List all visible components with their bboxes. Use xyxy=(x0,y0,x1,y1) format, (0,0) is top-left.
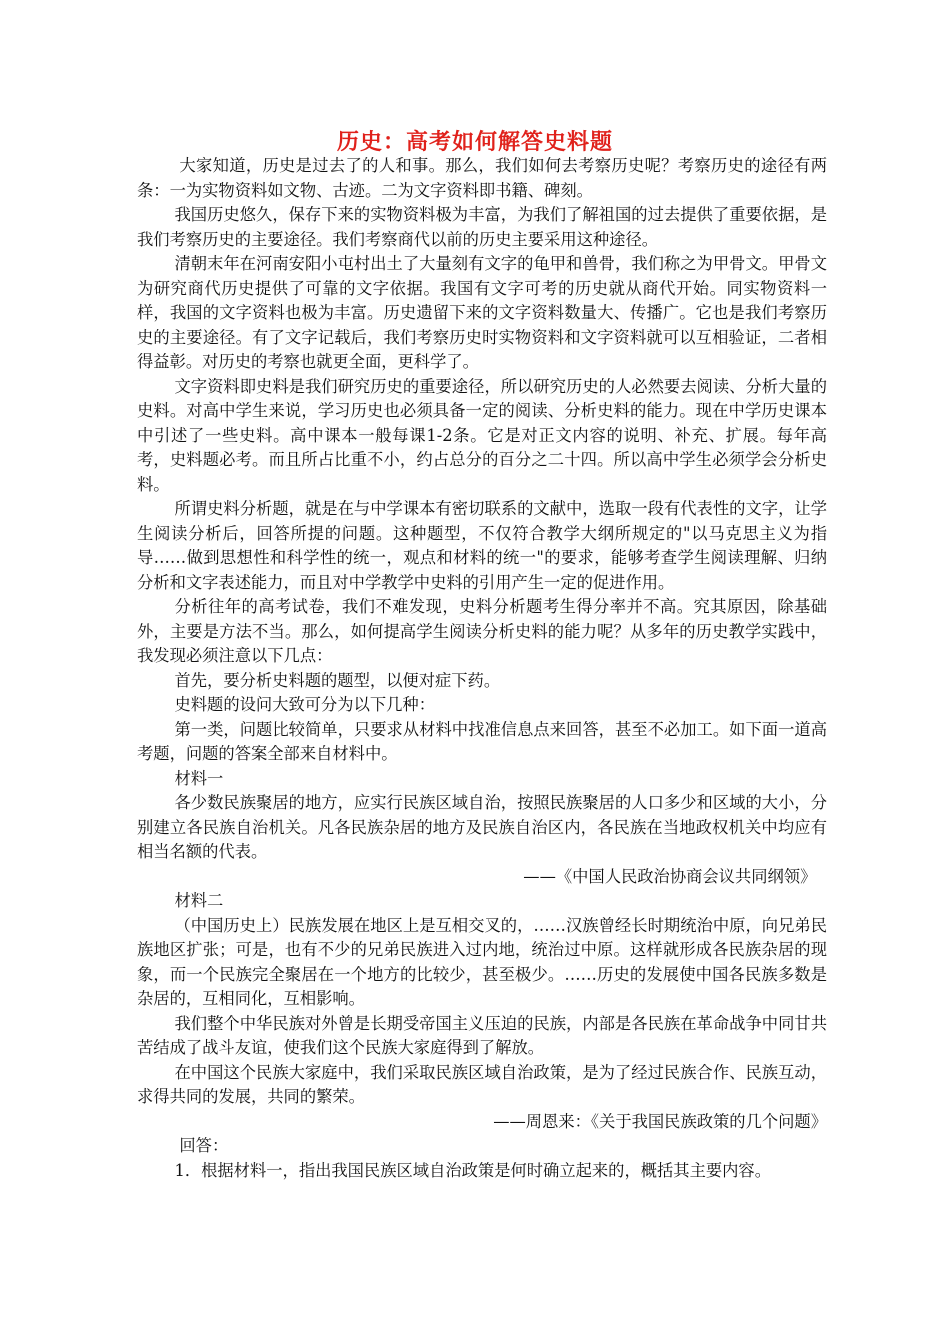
paragraph-first-point: 首先，要分析史料题的题型，以便对症下药。 xyxy=(174,670,501,690)
paragraph-intro: 大家知道，历史是过去了的人和事。那么，我们如何去考察历史呢？考察历史的途径有两条：一为实物资料如文物、古迹。二为文字资料即书籍、碑刻。 xyxy=(137,156,827,200)
material-one-text: 各少数民族聚居的地方，应实行民族区域自治，按照民族聚居的人口多少和区域的大小，分别建立各民族自治机关。凡各民族杂居的地方及民族自治区内，各民族在当地政权机关中均应有相当名额的代表。 xyxy=(137,793,827,861)
material-two-text-2: 我们整个中华民族对外曾是长期受帝国主义压迫的民族，内部是各民族在革命战争中同甘共苦结成了战斗友谊，使我们这个民族大家庭得到了解放。 xyxy=(137,1013,827,1057)
material-two-label: 材料二 xyxy=(174,891,224,910)
question-one: 1．根据材料一，指出我国民族区域自治政策是何时确立起来的，概括其主要内容。 xyxy=(174,1160,771,1180)
document-title: 历史：高考如何解答史料题 xyxy=(336,129,613,155)
material-two-text-3: 在中国这个民族大家庭中，我们采取民族区域自治政策，是为了经过民族合作、民族互动，求得共同的发展，共同的繁荣。 xyxy=(137,1062,827,1106)
paragraph-question-types: 史料题的设问大致可分为以下几种： xyxy=(174,695,435,714)
paragraph-type-one: 第一类，问题比较简单，只要求从材料中找准信息点来回答，甚至不必加工。如下面一道高考题，问题的答案全部来自材料中。 xyxy=(137,719,827,763)
paragraph-oracle-bones: 清朝末年在河南安阳小屯村出土了大量刻有文字的龟甲和兽骨，我们称之为甲骨文。甲骨文为研究商代历史提供了可靠的文字依据。我国有文字可考的历史就从商代开始。同实物资料一样，我国的文字资料也极为丰富。历史遗留下来的文字资料数量大、传播广。它也是我们考察历史的主要途径。有了文字记载后，我们考察历史时实物资料和文字资料就可以互相验证，二者相得益彰。对历史的考察也就更全面，更科学了。 xyxy=(137,254,827,371)
material-two-attribution: ——周恩来：《关于我国民族政策的几个问题》 xyxy=(493,1111,827,1131)
paragraph-exam-analysis: 分析往年的高考试卷，我们不难发现，史料分析题考生得分率并不高。究其原因，除基础外，主要是方法不当。那么，如何提高学生阅读分析史料的能力呢？从多年的历史教学实践中，我发现必须注意以下几点： xyxy=(137,597,827,665)
paragraph-written-materials: 文字资料即史料是我们研究历史的重要途径，所以研究历史的人必然要去阅读、分析大量的史料。对高中学生来说，学习历史也必须具备一定的阅读、分析史料的能力。现在中学历史课本中引述了一些史料。高中课本一般每课1-2条。它是对正文内容的说明、补充、扩展。每年高考，史料题必考。而且所占比重不小，约占总分的百分之二十四。所以高中学生必须学会分析史料。 xyxy=(137,376,827,494)
paragraph-question-definition: 所谓史料分析题，就是在与中学课本有密切联系的文献中，选取一段有代表性的文字，让学生阅读分析后，回答所提的问题。这种题型，不仅符合教学大纲所规定的"以马克思主义为指导……做到思想性和科学性的统一，观点和材料的统一"的要求，能够考查学生阅读理解、归纳分析和文字表述能力，而且对中学教学中史料的引用产生一定的促进作用。 xyxy=(137,499,827,592)
answer-label: 回答： xyxy=(179,1136,229,1155)
paragraph-physical-materials: 我国历史悠久，保存下来的实物资料极为丰富，为我们了解祖国的过去提供了重要依据，是我们考察历史的主要途径。我们考察商代以前的历史主要采用这种途径。 xyxy=(137,205,827,249)
material-one-label: 材料一 xyxy=(174,768,224,788)
material-one-attribution: ——《中国人民政治协商会议共同纲领》 xyxy=(523,866,817,886)
material-two-text-1: （中国历史上）民族发展在地区上是互相交叉的，……汉族曾经长时期统治中原，向兄弟民族地区扩张；可是，也有不少的兄弟民族进入过内地，统治过中原。这样就形成各民族杂居的现象，而一个民族完全聚居在一个地方的比较少，甚至极少。……历史的发展使中国各民族多数是杂居的，互相同化，互相影响。 xyxy=(137,915,827,1008)
document-body xyxy=(137,154,827,1183)
